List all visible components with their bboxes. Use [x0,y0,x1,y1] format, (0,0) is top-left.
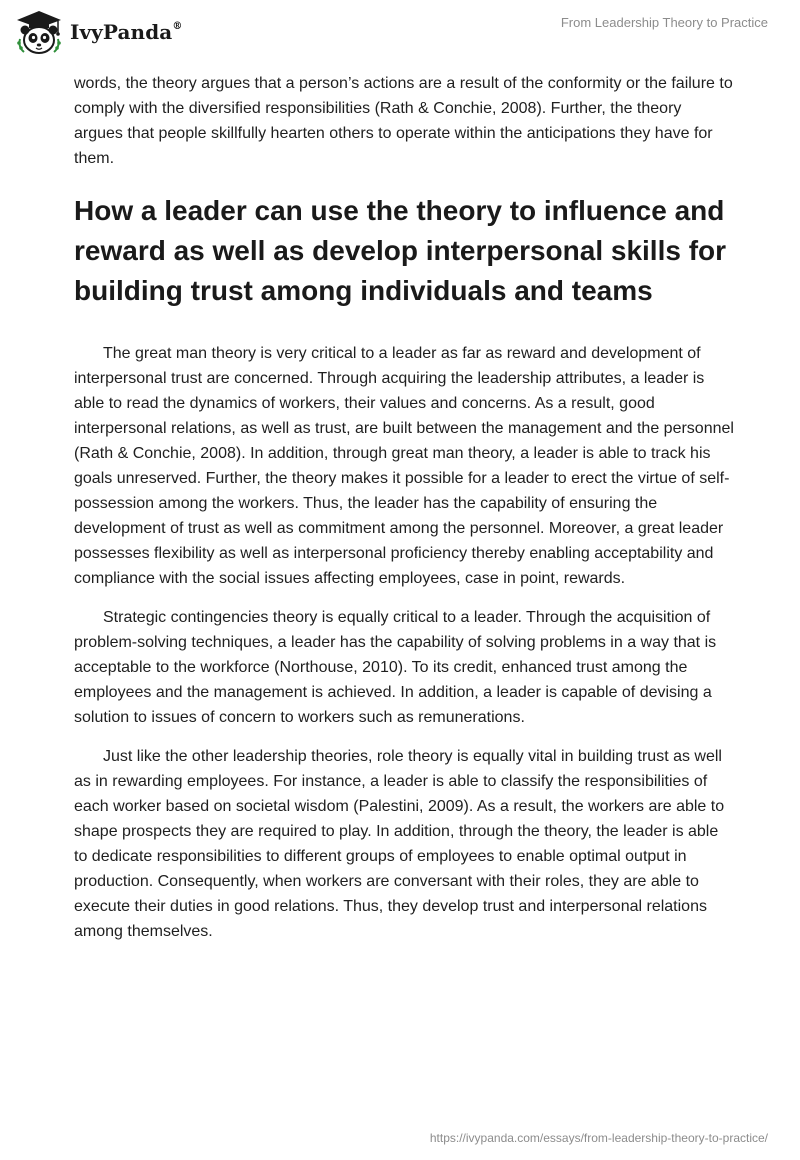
logo-name: IvyPanda [70,20,173,44]
intro-paragraph: words, the theory argues that a person’s actions are a result of the conformity or the failure to comply with the diversified responsibilities (Rath & Conchie, 2008). Further, the theory argues that people skillfully hearten others to operate within the anticipations they have for them. [74,75,733,167]
logo-wordmark [70,20,182,44]
body-paragraph-role-theory: Just like the other leadership theories, role theory is equally vital in building trust as well as in rewarding employees. For instance, a leader is able to classify the responsibilities of each worker based on societal wisdom (Palestini, 2009). As a result, the workers are able to shape prospects they are required to play. In addition, through the theory, the leader is able to dedicate responsibilities to different groups of employees to enable optimal output in production. Consequently, when workers are conversant with their roles, they are able to execute their duties in good relations. Thus, they develop trust and interpersonal relations among themselves. [74,748,725,940]
registered-mark: ® [172,21,183,33]
ivypanda-logo[interactable] [14,9,182,55]
essay-body [74,71,734,958]
body-paragraph-great-man: The great man theory is very critical to a leader as far as reward and development of interpersonal trust are concerned. Through acquiring the leadership attributes, a leader is able to read the dynamics of workers, their values and concerns. As a result, good interpersonal relations, as well as trust, are built between the management and the personnel (Rath & Conchie, 2008). In addition, through great man theory, a leader is able to track his goals unreserved. Further, the theory makes it possible for a leader to erect the virtue of self-possession among the workers. Thus, the leader has the capability of ensuring the development of trust as well as commitment among the personnel. Moreover, a great leader possesses flexibility as well as interpersonal proficiency thereby enabling acceptability and compliance with the social issues affecting employees, case in point, rewards. [74,345,734,587]
page-header [0,0,800,62]
panda-graduate-icon [14,9,64,55]
section-heading: How a leader can use the theory to influence and reward as well as develop interpersonal skills for building trust among individuals and teams [74,195,727,306]
source-url[interactable]: https://ivypanda.com/essays/from-leadership-theory-to-practice/ [429,1131,768,1145]
document-title: From Leadership Theory to Practice [560,15,768,30]
body-paragraph-strategic-contingencies: Strategic contingencies theory is equally critical to a leader. Through the acquisition of problem-solving techniques, a leader has the capability of solving problems in a way that is acceptable to the workforce (Northouse, 2010). To its credit, enhanced trust among the employees and the management is achieved. In addition, a leader is capable of devising a solution to issues of concern to workers such as remunerations. [74,609,717,726]
